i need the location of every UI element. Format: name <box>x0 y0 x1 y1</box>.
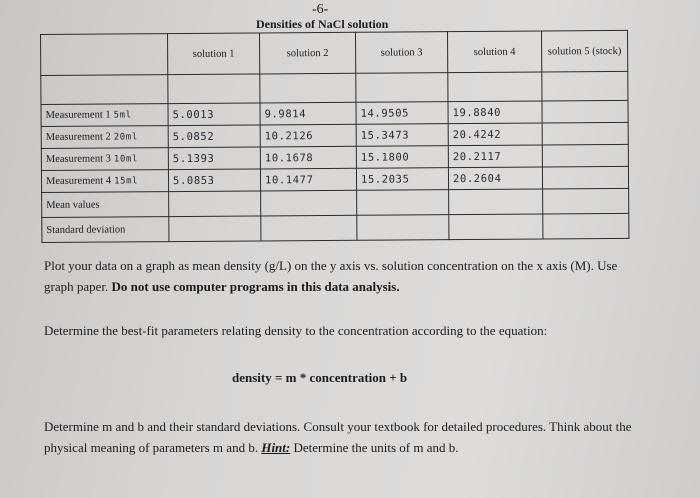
volume-note: 20ml <box>113 132 138 143</box>
header-solution-5: solution 5 (stock) <box>541 30 627 72</box>
empty-cell <box>41 75 168 105</box>
measurement-label: Measurement 4 <box>45 175 112 187</box>
empty-cell <box>169 216 261 242</box>
standard-deviation-label: Standard deviation <box>42 217 169 243</box>
empty-cell <box>168 74 260 104</box>
value-cell: 15.2035 <box>356 168 448 191</box>
value-cell: 5.1393 <box>168 147 260 170</box>
header-blank-cell <box>41 34 168 76</box>
row-label-cell <box>41 126 168 149</box>
value-cell: 15.1800 <box>356 146 448 169</box>
empty-cell <box>261 215 357 241</box>
plot-instruction <box>44 255 644 297</box>
value-cell: 5.0853 <box>168 169 260 192</box>
empty-cell <box>542 144 628 167</box>
header-solution-1: solution 1 <box>168 33 260 75</box>
empty-cell <box>357 190 449 216</box>
plot-instruction-text: Plot your data on a graph as mean density (g/L) on the y axis vs. solution concentration on the x axis (M). Use graph paper. <box>44 258 618 294</box>
value-cell: 20.2117 <box>448 145 542 168</box>
header-solution-2: solution 2 <box>259 32 355 74</box>
volume-note: 15ml <box>114 176 139 187</box>
detail-instruction <box>44 416 644 458</box>
fit-instruction: Determine the best-fit parameters relating density to the concentration according to the equation: <box>44 323 548 338</box>
density-table <box>40 30 629 243</box>
table-title: Densities of NaCl solution <box>256 17 389 31</box>
empty-cell <box>449 214 543 240</box>
detail-instruction-text: Determine m and b and their standard deviations. Consult your textbook for detailed procedures. Think about the physical meaning of parameters m and b. <box>44 419 632 455</box>
empty-cell <box>357 215 449 241</box>
empty-cell <box>542 122 628 145</box>
empty-cell <box>449 189 543 215</box>
row-label-cell <box>41 104 168 127</box>
row-label-cell <box>41 170 168 193</box>
value-cell: 10.2126 <box>260 124 356 147</box>
value-cell: 5.0013 <box>168 103 260 126</box>
row-label-cell <box>41 148 168 171</box>
page-number: -6- <box>312 2 329 17</box>
fit-equation: density = m * concentration + b <box>232 370 408 385</box>
empty-cell <box>542 71 628 101</box>
value-cell: 20.4242 <box>448 123 542 146</box>
value-cell: 19.8840 <box>448 101 542 124</box>
value-cell: 9.9814 <box>260 102 356 125</box>
measurement-label: Measurement 3 <box>45 153 111 165</box>
hint-text: Determine the units of m and b. <box>290 440 459 455</box>
value-cell: 10.1477 <box>260 168 356 191</box>
standard-deviation-row <box>42 213 629 242</box>
empty-cell <box>356 73 448 103</box>
spacer-row <box>41 71 628 104</box>
volume-note: 5ml <box>113 110 132 121</box>
empty-cell <box>543 213 629 239</box>
plot-instruction-warning: Do not use computer programs in this data analysis. <box>111 279 400 294</box>
value-cell: 20.2604 <box>448 167 542 190</box>
header-solution-3: solution 3 <box>355 32 447 74</box>
measurement-label: Measurement 2 <box>45 131 111 143</box>
empty-cell <box>260 73 356 103</box>
empty-cell <box>542 100 628 123</box>
empty-cell <box>448 72 542 102</box>
empty-cell <box>261 190 357 216</box>
header-solution-4: solution 4 <box>447 31 541 73</box>
empty-cell <box>543 188 629 214</box>
hint-label: Hint: <box>261 440 291 455</box>
value-cell: 5.0852 <box>168 125 260 148</box>
volume-note: 10ml <box>113 154 139 165</box>
empty-cell <box>542 166 628 189</box>
measurement-label: Measurement 1 <box>45 109 111 121</box>
value-cell: 14.9505 <box>356 102 448 125</box>
empty-cell <box>169 191 261 217</box>
value-cell: 10.1678 <box>260 146 356 169</box>
value-cell: 15.3473 <box>356 124 448 147</box>
table-header-row <box>41 30 628 75</box>
mean-values-label: Mean values <box>42 192 169 218</box>
